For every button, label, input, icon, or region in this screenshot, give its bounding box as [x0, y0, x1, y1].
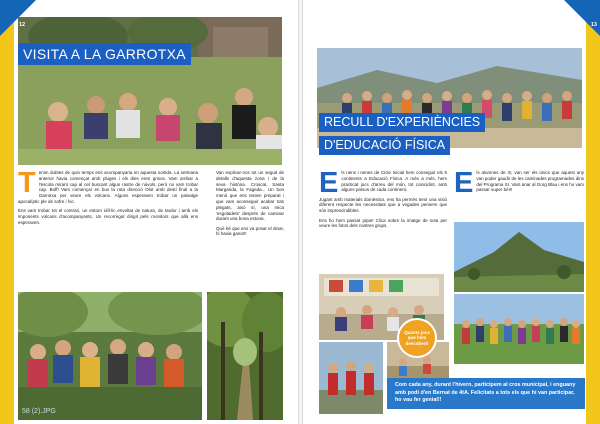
- left-paragraph-2: Ens vam trobar tot el contrari, un entorn idíl·lic envoltat de natura, de tardor i amb els imponents volcans d'acompanyants. Un recorregut dirigit pels monitors que allà ens esperaven.: [18, 208, 198, 225]
- left-page-number: 12: [19, 22, 26, 28]
- right-paragraph-1: Els nens i nenes de Cicle Inicial hem conseguit els 5 continents a Educació Física. A més a més, hem practicat jocs d'arreu del món, tot coincidint, amb alguns països de cada continent.: [319, 167, 447, 199]
- right-page-accent-bar: [586, 0, 600, 424]
- group-forest-photo: [18, 292, 202, 420]
- kids-red-shirts-photo: [319, 342, 383, 414]
- right-dropcap-1: E: [319, 167, 339, 199]
- games-bubble: Quants jocs que hem descobert!: [397, 318, 437, 358]
- forest-path-photo: [207, 292, 283, 420]
- left-paragraph-3: Van explicar-nos tot un seguit de detalls d'aquesta zona i de la seva història. Croscat, Santa Margarida, la Fageda... Un bon menú que ens tenien preparat i que vam aconseguir acabar tots plegats, això sí, una mica 'esgotadets' després de caminar durant una bona estona.: [216, 170, 284, 222]
- left-text-column-1: [18, 167, 198, 229]
- lunch-photo: [18, 17, 282, 165]
- right-page-number: 13: [590, 22, 597, 28]
- hill-trees-photo: [454, 222, 584, 292]
- right-page: [303, 0, 600, 424]
- right-page-corner: [564, 0, 600, 36]
- right-page-title-line-1: RECULL D'EXPERIÈNCIES: [319, 113, 485, 132]
- right-dropcap-2: E: [454, 167, 474, 199]
- group-field-photo: [454, 294, 584, 364]
- right-text-column-2: [454, 167, 584, 199]
- right-page-title-line-2: D'EDUCACIÓ FÍSICA: [319, 136, 450, 155]
- left-page-title: VISITA A LA GARROTXA: [18, 43, 191, 65]
- left-page-accent-bar: [0, 0, 14, 424]
- left-text-column-2: [216, 170, 284, 241]
- cross-country-note: Com cada any, durant l'hivern, participem al cros municipal, i enguany amb podi d'en Bernat de 4tA. Felicitats a tots els que hi van participar, ho vau fer genial!!: [387, 378, 585, 409]
- photo-caption: 58 (2).JPG: [22, 408, 56, 415]
- group-mountain-photo: [317, 48, 582, 148]
- left-paragraph-1: Tenim dubtes de quin temps ens acompanyaria en aquesta sortida. La setmana anterior havia començat amb pluges i els dies eren grisos. Vam arribar a l'escola mirant cap al cel buscant algun rastre de núvols, però no vam trobar cap. Buff! Vam començar en bus la ruta direcció Olot amb destí final a la Garrotxa per veure els volcans. Alguns esperaven trobar un paisatge apocalíptic ple de sofre i foc.: [18, 167, 198, 204]
- left-page-corner: [0, 0, 36, 36]
- left-dropcap: T: [18, 167, 36, 199]
- right-text-column-1: [319, 167, 447, 233]
- right-paragraph-4: Els alumnes de 3r, van ser els únics que aquest any van poder gaudir de les caminades programades dins del Programa SI. Vam anar al Gorg Blau i ens ho vam passar super bé!!!: [454, 167, 584, 199]
- right-paragraph-3: Ens ho hem passat pipa!! Clica sobre la imatge de sota per veure les fotos dels nostres grups.: [319, 217, 447, 229]
- right-paragraph-2: Jugant amb materials domèstics, ens ha permès tenir una visió diferent respecte les necessitats que a vegades pensem que són imprescindibles.: [319, 196, 447, 214]
- left-paragraph-4: Què bé que ens va posar el dinar, hi havia gana!!!: [216, 225, 284, 237]
